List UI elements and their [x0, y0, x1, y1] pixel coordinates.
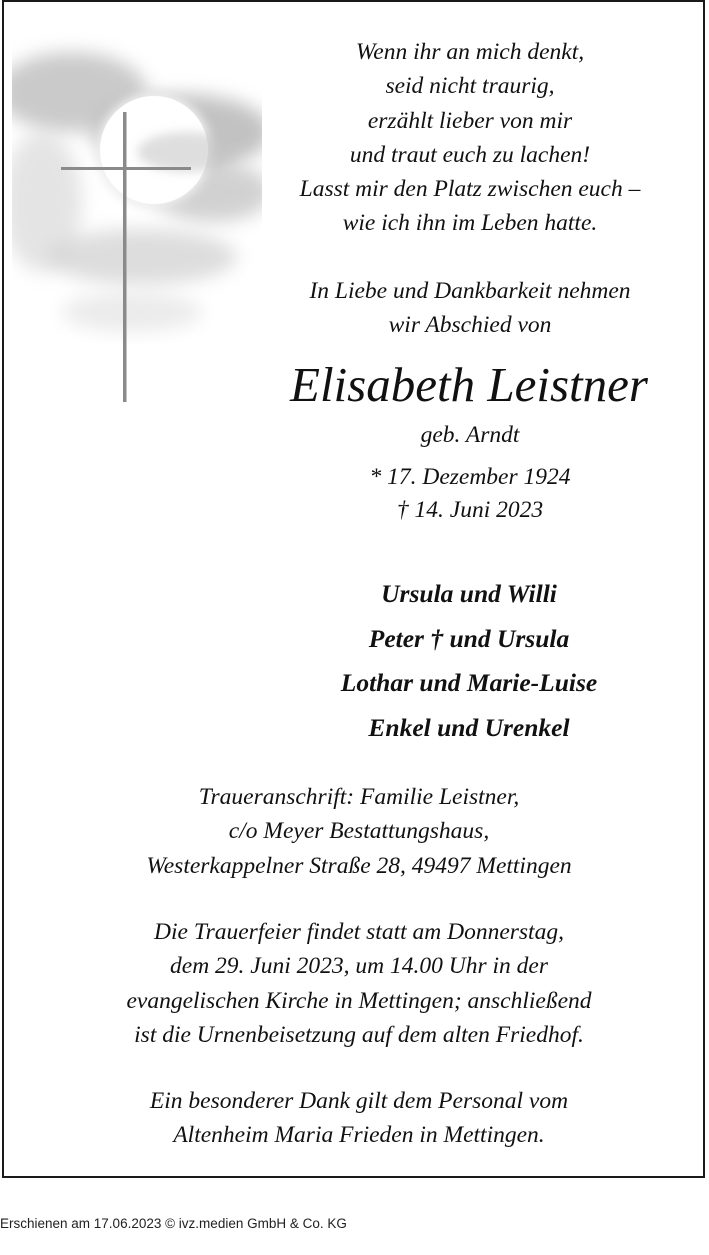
address-line: c/o Meyer Bestattungshaus, — [228, 818, 490, 845]
poem-line: und traut euch zu lachen! — [349, 141, 591, 168]
poem-line: wie ich ihn im Leben hatte. — [342, 210, 598, 237]
death-date: † 14. Juni 2023 — [396, 497, 544, 523]
thanks-note — [24, 1084, 694, 1153]
born-name: geb. Arndt — [420, 422, 520, 448]
farewell-line: In Liebe und Dankbarkeit nehmen — [309, 278, 631, 304]
publication-footer: Erschienen am 17.06.2023 © ivz.medien GmbH & Co. KG — [0, 1216, 347, 1231]
mourner-entry: Enkel und Urenkel — [368, 713, 570, 743]
farewell-text — [262, 274, 678, 342]
poem-line: erzählt lieber von mir — [367, 107, 573, 134]
deceased-name: Elisabeth Leistner — [290, 357, 648, 412]
life-dates — [262, 461, 678, 527]
mourner-entry: Lothar und Marie-Luise — [340, 668, 598, 698]
mourners-list — [234, 572, 704, 751]
mourner-entry: Peter † und Ursula — [368, 623, 570, 653]
birth-date: * 17. Dezember 1924 — [369, 464, 571, 490]
poem-line: Lasst mir den Platz zwischen euch – — [299, 176, 641, 203]
farewell-line: wir Abschied von — [388, 312, 552, 338]
service-line: evangelischen Kirche in Mettingen; anschließend — [126, 987, 592, 1014]
thanks-line: Ein besonderer Dank gilt dem Personal vom — [149, 1088, 569, 1114]
mourning-address — [24, 780, 694, 883]
service-line: ist die Urnenbeisetzung auf dem alten Friedhof. — [134, 1021, 584, 1048]
service-line: dem 29. Juni 2023, um 14.00 Uhr in der — [170, 953, 548, 980]
obituary-frame — [2, 0, 705, 1178]
cross-moon-illustration — [12, 22, 262, 412]
poem-line: seid nicht traurig, — [385, 73, 555, 100]
poem-line: Wenn ihr an mich denkt, — [355, 39, 585, 65]
poem — [262, 35, 678, 241]
address-line: Traueranschrift: Familie Leistner, — [198, 784, 520, 810]
funeral-service-info — [24, 915, 694, 1052]
address-line: Westerkappelner Straße 28, 49497 Mettingen — [146, 852, 572, 879]
service-line: Die Trauerfeier findet statt am Donnerstag, — [154, 919, 564, 945]
thanks-line: Altenheim Maria Frieden in Mettingen. — [173, 1122, 545, 1149]
mourner-entry: Ursula und Willi — [381, 579, 557, 608]
